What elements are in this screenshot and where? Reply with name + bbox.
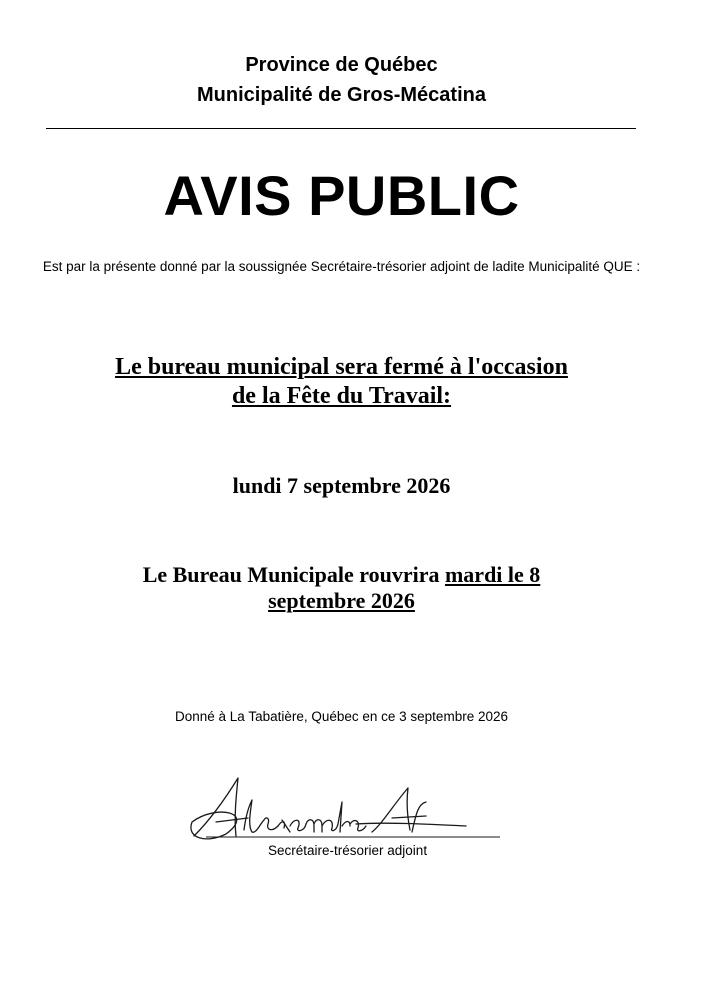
document-header [0, 50, 683, 110]
reopen-line-2 [60, 588, 623, 614]
header-divider [46, 128, 636, 129]
municipality-line: Municipalité de Gros-Mécatina [197, 84, 486, 106]
given-at-line: Donné à La Tabatière, Québec en ce 3 septembre 2026 [175, 709, 508, 724]
reopen-lead: Le Bureau Municipale rouvrira [142, 562, 445, 587]
intro-text: Est par la présente donné par la soussignée Secrétaire-trésorier adjoint de ladite Municipalité QUE : [42, 259, 641, 274]
reopen-line-1 [60, 562, 623, 588]
closure-notice [30, 353, 653, 411]
reopen-date-part-2: septembre 2026 [268, 588, 415, 613]
closure-notice-line-2: de la Fête du Travail: [231, 383, 452, 409]
reopen-notice [60, 562, 623, 614]
page-title: AVIS PUBLIC [163, 164, 520, 227]
closure-notice-line-1: Le bureau municipal sera fermé à l'occasion [115, 354, 568, 380]
reopen-date-part-1: mardi le 8 [444, 562, 541, 587]
closure-date: lundi 7 septembre 2026 [232, 473, 451, 498]
signature-block [186, 774, 506, 864]
signature-title: Secrétaire-trésorier adjoint [268, 843, 428, 858]
province-line: Province de Québec [245, 54, 438, 76]
handwritten-signature [186, 774, 506, 844]
